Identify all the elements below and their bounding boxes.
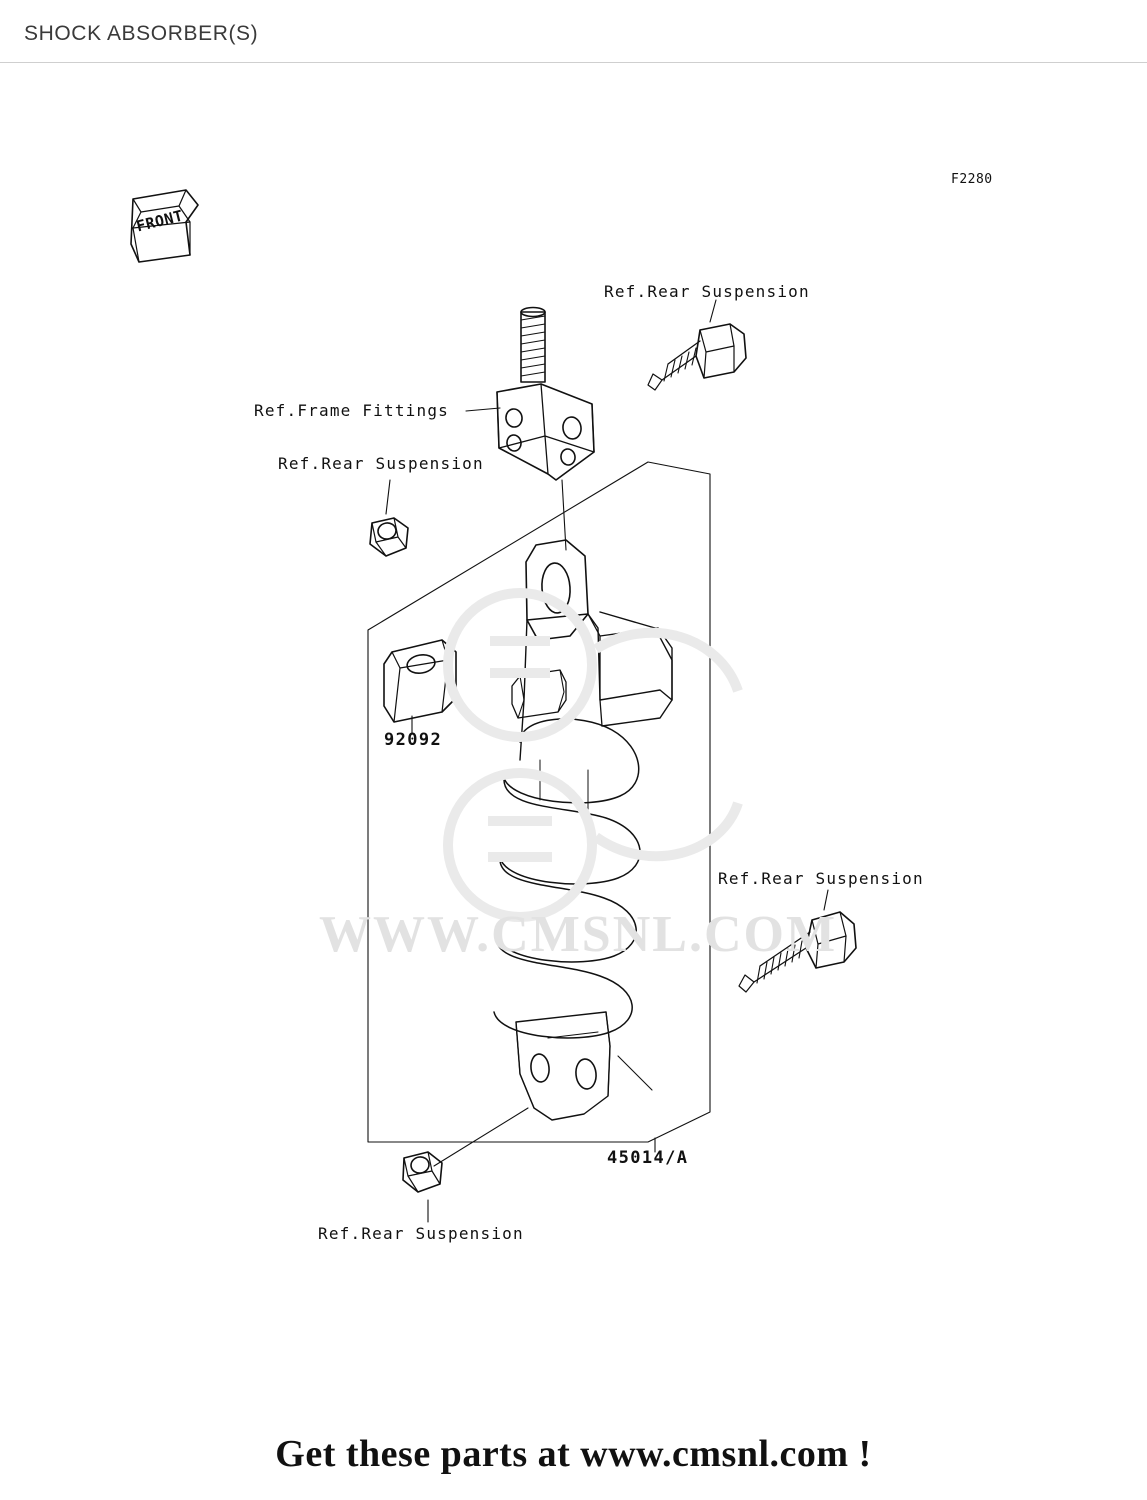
page-title: SHOCK ABSORBER(S): [24, 22, 259, 45]
sheet-code: F2280: [951, 172, 993, 187]
label-ref-rear-suspension-top: Ref.Rear Suspension: [604, 282, 810, 301]
part-number-shock-absorber[interactable]: 45014/A: [607, 1148, 689, 1168]
front-marker-label: FRONT: [134, 206, 186, 236]
label-ref-frame-fittings: Ref.Frame Fittings: [254, 401, 449, 420]
part-number-bushing[interactable]: 92092: [384, 730, 443, 750]
title-divider: [0, 62, 1147, 63]
label-ref-rear-suspension-left: Ref.Rear Suspension: [278, 454, 484, 473]
watermark-logo: [400, 545, 820, 965]
watermark-text: WWW.CMSNL.COM: [318, 906, 838, 963]
footer-text: Get these parts at www.cmsnl.com !: [275, 1433, 872, 1475]
label-ref-rear-suspension-bottom: Ref.Rear Suspension: [318, 1224, 524, 1243]
label-ref-rear-suspension-right: Ref.Rear Suspension: [718, 869, 924, 888]
